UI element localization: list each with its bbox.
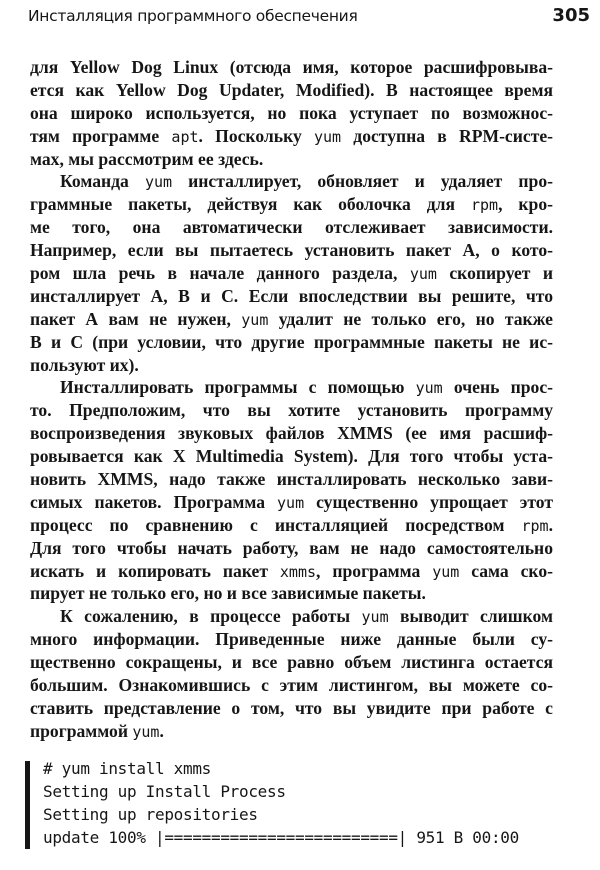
text-segment: сама ско- <box>459 560 553 581</box>
text-line <box>30 125 553 148</box>
text-segment: инсталлирует, обновляет и удаляет про- <box>172 171 553 192</box>
code-line: Setting up repositories <box>43 805 258 824</box>
text-line <box>30 331 553 354</box>
text-line <box>30 582 553 605</box>
text-line <box>30 674 553 697</box>
text-segment: , программа <box>316 560 433 581</box>
inline-code: yum <box>132 722 160 741</box>
code-line: Setting up Install Process <box>43 782 286 801</box>
text-segment: К сожалению, в процессе работы <box>60 606 362 627</box>
text-line <box>30 148 553 171</box>
inline-code: rpm <box>521 516 549 535</box>
inline-code: yum <box>409 265 437 284</box>
text-segment: ставить представление о том, что вы увидите при работе с <box>30 697 553 718</box>
inline-code: yum <box>361 608 389 627</box>
text-segment: ром шла речь в начале данного раздела, <box>30 263 410 284</box>
text-line <box>30 422 553 445</box>
page-number: 305 <box>552 5 590 26</box>
text-segment: программой <box>30 720 133 741</box>
text-line <box>30 170 553 193</box>
text-line <box>30 285 553 308</box>
text-line <box>30 308 553 331</box>
text-line <box>30 491 553 514</box>
text-segment: процесс по сравнению с инсталляцией посредством <box>30 514 522 535</box>
inline-code: apt <box>171 127 199 146</box>
code-line: update 100% |=========================| 951 B 00:00 <box>43 828 519 847</box>
text-segment: доступна в RPM-систе- <box>341 125 553 146</box>
text-segment: скопирует и <box>436 263 553 284</box>
text-segment: ровывается как X Multimedia System). Для того чтобы уста- <box>30 446 553 467</box>
text-segment: удалит не только его, но также <box>268 308 553 329</box>
text-segment: ется как Yellow Dog Updater, Modified). В настоящее время <box>30 79 553 100</box>
text-segment: искать и копировать пакет <box>30 560 280 581</box>
text-line <box>30 605 553 628</box>
code-listing <box>25 757 585 849</box>
text-segment: щественно сокращены, и все равно объем листинга остается <box>30 652 553 673</box>
text-segment: . Поскольку <box>198 125 314 146</box>
body-text <box>30 56 553 743</box>
running-header <box>28 5 590 29</box>
text-segment: для Yellow Dog Linux (отсюда имя, которое расшифровыва- <box>30 57 553 77</box>
listing-marker-bar <box>25 761 30 849</box>
text-line <box>30 651 553 674</box>
text-line <box>30 445 553 468</box>
inline-code: rpm <box>470 196 499 215</box>
text-segment: очень прос- <box>442 377 553 398</box>
inline-code: yum <box>277 493 305 512</box>
text-line <box>30 376 553 399</box>
text-segment: она широко используется, но пока уступает по возможнос- <box>30 102 553 123</box>
text-line <box>30 514 553 537</box>
text-segment: то. Предположим, что вы хотите установить программу <box>30 400 553 421</box>
text-line <box>30 354 553 377</box>
text-segment: , кро- <box>498 194 553 215</box>
text-line <box>30 628 553 651</box>
text-line <box>30 262 553 285</box>
text-segment: пользуют их). <box>30 354 139 375</box>
inline-code: yum <box>241 310 269 329</box>
text-line <box>30 193 553 216</box>
text-line <box>30 79 553 102</box>
text-segment: тям программе <box>30 125 172 146</box>
text-segment: много информации. Приведенные ниже данные были су- <box>30 629 553 650</box>
text-segment: Инсталлировать программы с помощью <box>60 377 416 398</box>
text-line <box>30 102 553 125</box>
text-segment: выводит слишком <box>388 606 554 627</box>
text-segment: граммные пакеты, действуя как оболочка для <box>30 194 471 215</box>
text-line <box>30 239 553 262</box>
text-segment: воспроизведения звуковых файлов XMMS (ее имя расшиф- <box>30 423 553 444</box>
text-line <box>30 537 553 560</box>
text-line <box>30 468 553 491</box>
text-segment: Например, если вы пытаетесь установить пакет А, о кото- <box>30 240 553 261</box>
inline-code: yum <box>432 562 460 581</box>
inline-code: xmms <box>279 562 317 581</box>
text-line <box>30 399 553 422</box>
text-segment: . <box>159 720 164 741</box>
text-segment: существенно упрощает этот <box>304 491 553 512</box>
text-segment: мах, мы рассмотрим ее здесь. <box>30 148 264 169</box>
text-segment: В и С (при условии, что другие программные пакеты не ис- <box>30 331 553 352</box>
text-line <box>30 56 553 79</box>
text-segment: большим. Ознакомившись с этим листингом, вы можете со- <box>30 675 553 696</box>
text-segment: пакет А вам не нужен, <box>30 308 242 329</box>
text-segment: инсталлирует А, В и С. Если впоследствии вы решите, что <box>30 285 553 306</box>
inline-code: yum <box>415 379 443 398</box>
text-segment: Команда <box>60 171 145 192</box>
code-line: # yum install xmms <box>43 759 211 778</box>
text-line <box>30 216 553 239</box>
text-segment: пирует не только его, но и все зависимые пакеты. <box>30 583 426 604</box>
inline-code: yum <box>144 173 173 192</box>
text-line <box>30 697 553 720</box>
text-segment: . <box>548 514 553 535</box>
chapter-title: Инсталляция программного обеспечения <box>28 7 358 25</box>
text-line <box>30 720 553 743</box>
text-segment: Для того чтобы начать работу, вам не надо самостоятельно <box>30 537 553 558</box>
text-line <box>30 560 553 583</box>
inline-code: yum <box>313 127 342 146</box>
text-segment: симых пакетов. Программа <box>30 491 278 512</box>
text-segment: новить XMMS, надо также инсталлировать несколько зави- <box>30 469 553 490</box>
text-segment: ме того, она автоматически отслеживает зависимости. <box>30 217 553 238</box>
